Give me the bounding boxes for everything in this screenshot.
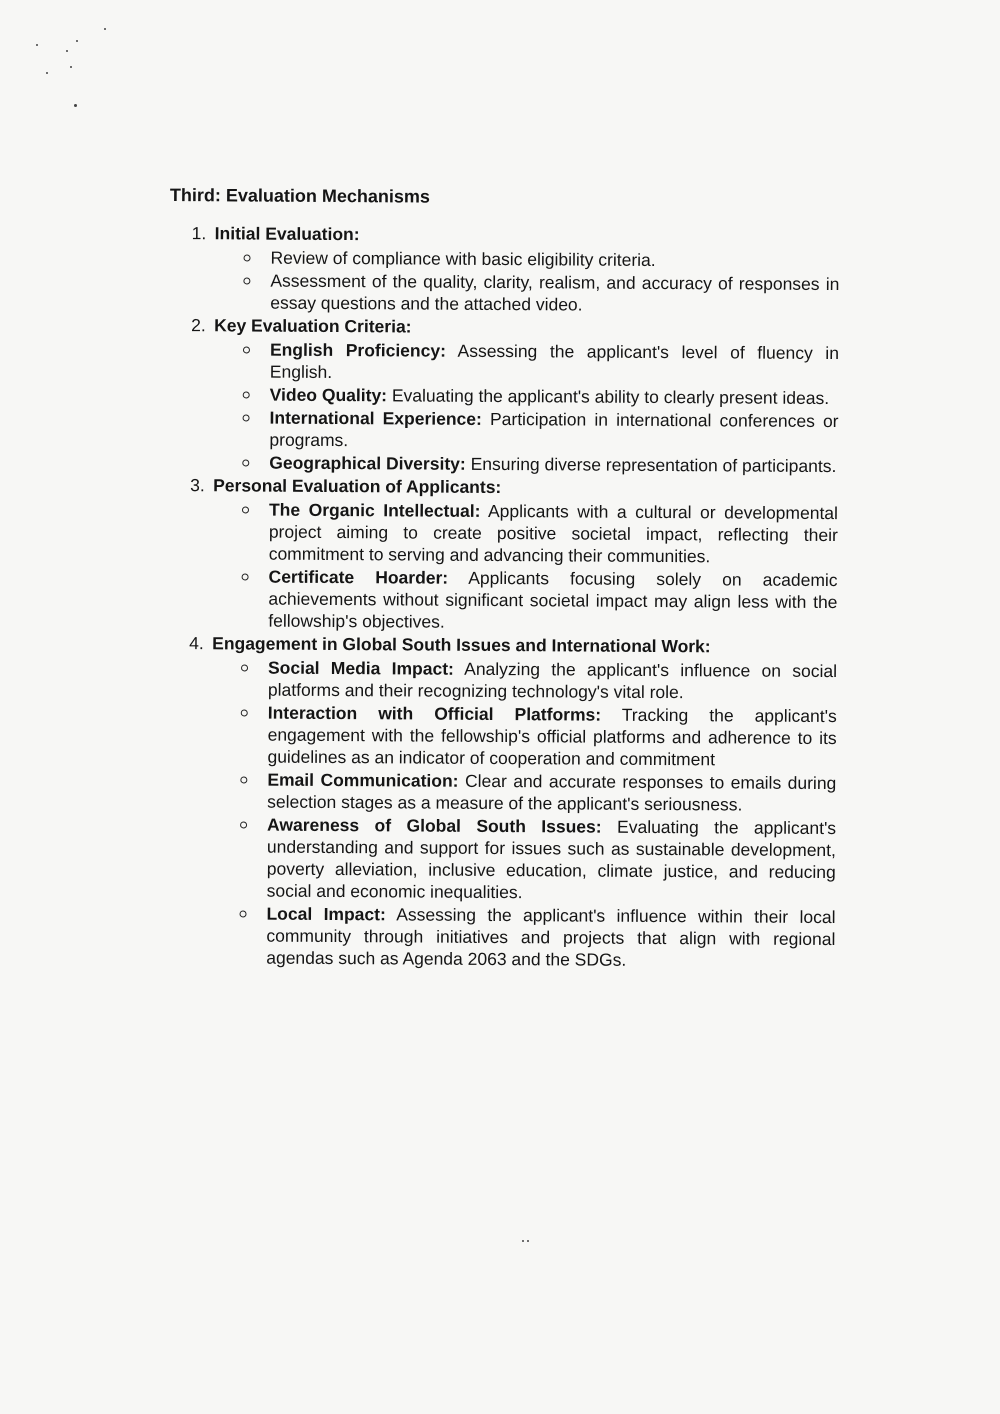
- item-title: Personal Evaluation of Applicants:: [213, 475, 502, 498]
- item-title: Engagement in Global South Issues and International Work:: [212, 633, 711, 657]
- item-number: 1.: [191, 223, 207, 244]
- bullet-text: Ensuring diverse representation of participants.: [470, 453, 837, 477]
- bullet-text: Evaluating the applicant's understanding and support for issues such as sustainable development, poverty alleviation, inclusive education, climate justice, and reducing social and economic inequalities.: [266, 816, 837, 903]
- bullet-item: [267, 702, 836, 771]
- bullet-item: [269, 452, 838, 477]
- bullet-list: [213, 338, 839, 477]
- bullet-item: [270, 384, 839, 409]
- bullet-text: Clear and accurate responses to emails during selection stages as a measure of the applicant's seriousness.: [267, 770, 837, 815]
- bullet-item: [270, 339, 839, 386]
- bullet-term: The Organic Intellectual:: [268, 499, 481, 521]
- bullet-item: [267, 769, 836, 816]
- bullet-text: Assessing the applicant's influence within their local community through initiatives and projects that align with regional agendas such as Agenda 2063 and the SDGs.: [266, 904, 836, 970]
- bullet-item: [270, 247, 839, 272]
- bullet-item: [268, 657, 837, 704]
- bullet-item: [269, 407, 838, 454]
- bullet-term: International Experience:: [269, 407, 482, 429]
- bullet-term: Email Communication:: [267, 769, 459, 791]
- bullet-item: [266, 903, 835, 972]
- bullet-term: Interaction with Official Platforms:: [267, 702, 602, 725]
- section-title: Third: Evaluation Mechanisms: [169, 184, 431, 207]
- list-item: [168, 314, 839, 477]
- item-number: 3.: [190, 475, 205, 496]
- list-item: [165, 632, 837, 972]
- item-title: Initial Evaluation:: [214, 223, 360, 245]
- list-item: [167, 474, 838, 635]
- bullet-term: Social Media Impact:: [267, 657, 454, 679]
- bullet-term: Local Impact:: [266, 903, 386, 925]
- bullet-list: [214, 246, 839, 317]
- bullet-item: [267, 814, 837, 905]
- bullet-item: [270, 270, 839, 317]
- bullet-text: Assessment of the quality, clarity, realism, and accuracy of responses in essay questions and the attached video.: [270, 270, 840, 315]
- bullet-term: Video Quality:: [269, 384, 388, 406]
- document-content: [165, 182, 840, 973]
- bullet-term: English Proficiency:: [269, 339, 447, 361]
- bullet-text: Evaluating the applicant's ability to clearly present ideas.: [391, 385, 830, 409]
- bullet-term: Awareness of Global South Issues:: [267, 814, 602, 837]
- bullet-term: Geographical Diversity:: [269, 452, 466, 474]
- bullet-term: Certificate Hoarder:: [268, 566, 449, 588]
- bullet-list: [210, 656, 837, 972]
- bullet-list: [212, 498, 838, 635]
- bullet-text: Participation in international conferences or programs.: [269, 408, 839, 451]
- evaluation-list: [165, 222, 840, 972]
- bullet-text: Analyzing the applicant's influence on social platforms and their recognizing technology's vital role.: [267, 658, 838, 703]
- bullet-item: [269, 499, 838, 568]
- item-number: 4.: [189, 633, 204, 654]
- list-item: [169, 222, 840, 317]
- bullet-item: [268, 566, 837, 635]
- item-title: Key Evaluation Criteria:: [214, 315, 412, 337]
- bullet-text: Assessing the applicant's level of fluency in English.: [269, 340, 840, 382]
- bullet-text: Applicants with a cultural or developmental project aiming to create positive societal impact, reflecting their commitment to serving and advancing their communities.: [268, 500, 839, 567]
- bullet-text: Tracking the applicant's engagement with the fellowship's official platforms and adherence to its guidelines as an indicator of cooperation and commitment: [267, 704, 837, 770]
- bullet-text: Applicants focusing solely on academic achievements without significant societal impact may align less with the fellowship's objectives.: [268, 567, 838, 632]
- item-number: 2.: [191, 315, 206, 336]
- bullet-text: Review of compliance with basic eligibility criteria.: [270, 247, 656, 270]
